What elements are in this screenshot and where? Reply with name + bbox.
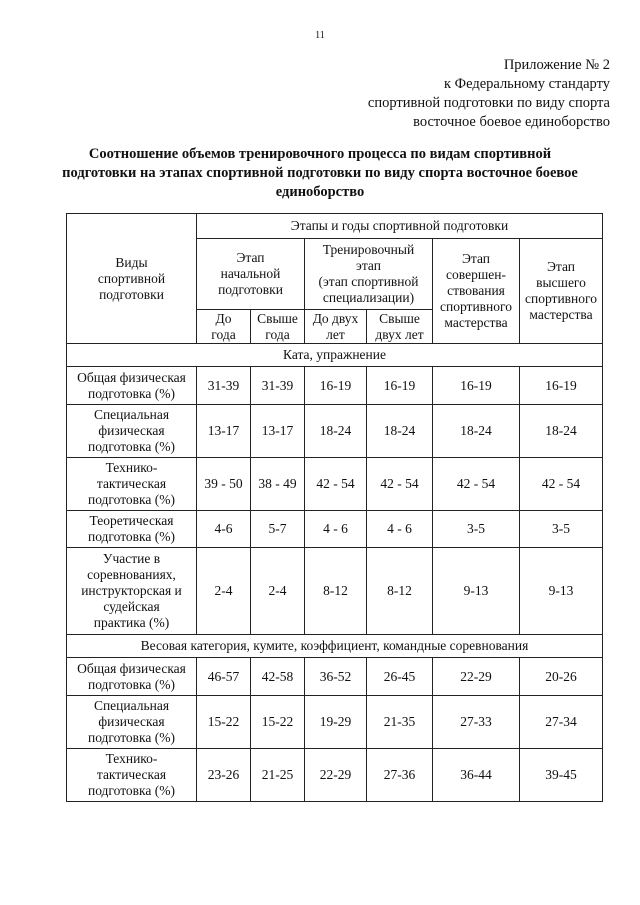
- header-sub-over-year: Свыше года: [251, 310, 305, 344]
- table-cell: 42-58: [251, 658, 305, 696]
- row-label: Участие в соревнованиях, инструкторская и судейская практика (%): [67, 548, 197, 635]
- table-cell: 5-7: [251, 511, 305, 548]
- table-cell: 2-4: [251, 548, 305, 635]
- appendix-note: [368, 56, 610, 132]
- table-cell: 3-5: [520, 511, 603, 548]
- header-sub-over-two-years: Свыше двух лет: [367, 310, 433, 344]
- section-title: Весовая категория, кумите, коэффициент, командные соревнования: [67, 635, 603, 658]
- table-cell: 16-19: [305, 367, 367, 405]
- title-line: подготовки на этапах спортивной подготовки по виду спорта восточное боевое: [62, 165, 578, 181]
- table-cell: 22-29: [433, 658, 520, 696]
- table-cell: 8-12: [305, 548, 367, 635]
- table-cell: 31-39: [197, 367, 251, 405]
- table-cell: 2-4: [197, 548, 251, 635]
- table-cell: 4 - 6: [367, 511, 433, 548]
- table-cell: 13-17: [197, 405, 251, 458]
- table-cell: 8-12: [367, 548, 433, 635]
- table-cell: 27-36: [367, 749, 433, 802]
- table-row: [67, 658, 603, 696]
- section-title: Ката, упражнение: [67, 344, 603, 367]
- table-cell: 16-19: [433, 367, 520, 405]
- title-line: единоборство: [275, 184, 365, 200]
- table-cell: 39-45: [520, 749, 603, 802]
- header-sub-up-to-two-years: До двух лет: [305, 310, 367, 344]
- row-label: Общая физическая подготовка (%): [67, 367, 197, 405]
- appendix-line: спортивной подготовки по виду спорта: [367, 95, 610, 111]
- table-cell: 27-34: [520, 696, 603, 749]
- page-number: 11: [315, 30, 325, 41]
- table-cell: 39 - 50: [197, 458, 251, 511]
- header-stage-highest: Этап высшего спортивного мастерства: [520, 239, 603, 344]
- table-row: [67, 548, 603, 635]
- header-training-types: Виды спортивной подготовки: [67, 214, 197, 344]
- table-cell: 9-13: [520, 548, 603, 635]
- table-row: [67, 749, 603, 802]
- training-ratio-table: [66, 213, 603, 802]
- table-row: [67, 458, 603, 511]
- header-stage-improvement: Этап совершен- ствования спортивного мастерства: [433, 239, 520, 344]
- table-row: [67, 696, 603, 749]
- header-stage-initial: Этап начальной подготовки: [197, 239, 305, 310]
- table-cell: 16-19: [520, 367, 603, 405]
- table-cell: 15-22: [251, 696, 305, 749]
- table-cell: 18-24: [520, 405, 603, 458]
- header-stage-training: Тренировочный этап (этап спортивной специализации): [305, 239, 433, 310]
- table-cell: 22-29: [305, 749, 367, 802]
- header-sub-up-to-year: До года: [197, 310, 251, 344]
- row-label: Общая физическая подготовка (%): [67, 658, 197, 696]
- row-label: Специальная физическая подготовка (%): [67, 696, 197, 749]
- row-label: Технико- тактическая подготовка (%): [67, 749, 197, 802]
- table-cell: 9-13: [433, 548, 520, 635]
- table-cell: 23-26: [197, 749, 251, 802]
- table-cell: 36-44: [433, 749, 520, 802]
- table-cell: 13-17: [251, 405, 305, 458]
- table-cell: 21-35: [367, 696, 433, 749]
- table-cell: 38 - 49: [251, 458, 305, 511]
- table-cell: 26-45: [367, 658, 433, 696]
- table-row: [67, 367, 603, 405]
- table-cell: 18-24: [433, 405, 520, 458]
- table-cell: 42 - 54: [433, 458, 520, 511]
- appendix-line: к Федеральному стандарту: [443, 76, 610, 92]
- table-cell: 3-5: [433, 511, 520, 548]
- table-cell: 15-22: [197, 696, 251, 749]
- table-cell: 18-24: [305, 405, 367, 458]
- table-cell: 18-24: [367, 405, 433, 458]
- table-cell: 42 - 54: [305, 458, 367, 511]
- table-cell: 20-26: [520, 658, 603, 696]
- table-cell: 16-19: [367, 367, 433, 405]
- header-stages-title: Этапы и годы спортивной подготовки: [197, 214, 603, 239]
- appendix-line: Приложение № 2: [503, 57, 610, 73]
- table-row: [67, 511, 603, 548]
- table-cell: 21-25: [251, 749, 305, 802]
- table-row: [67, 405, 603, 458]
- table-cell: 27-33: [433, 696, 520, 749]
- title-line: Соотношение объемов тренировочного процесса по видам спортивной: [88, 146, 552, 162]
- table-cell: 4-6: [197, 511, 251, 548]
- table-cell: 36-52: [305, 658, 367, 696]
- table-cell: 42 - 54: [520, 458, 603, 511]
- row-label: Технико- тактическая подготовка (%): [67, 458, 197, 511]
- table-cell: 4 - 6: [305, 511, 367, 548]
- table-cell: 19-29: [305, 696, 367, 749]
- table-cell: 42 - 54: [367, 458, 433, 511]
- document-title: [55, 145, 585, 202]
- table-cell: 31-39: [251, 367, 305, 405]
- table-cell: 46-57: [197, 658, 251, 696]
- row-label: Специальная физическая подготовка (%): [67, 405, 197, 458]
- row-label: Теоретическая подготовка (%): [67, 511, 197, 548]
- appendix-line: восточное боевое единоборство: [413, 114, 610, 130]
